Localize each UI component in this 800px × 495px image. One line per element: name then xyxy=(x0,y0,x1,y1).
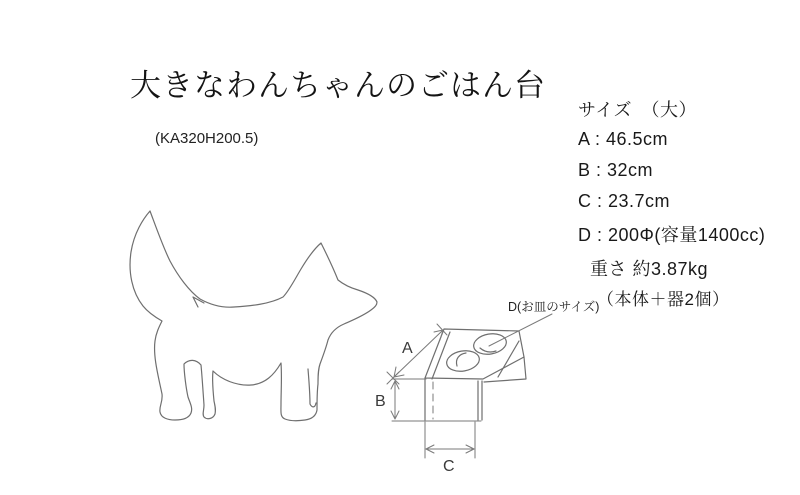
spec-weight: 重さ 約3.87kg xyxy=(590,259,709,279)
spec-dimension-b: B : 32cm xyxy=(578,160,654,180)
dog-outline xyxy=(130,211,377,421)
spec-dimension-d: D : 200Φ(容量1400cc) xyxy=(578,225,766,245)
dog-front-leg-inner-line xyxy=(308,369,316,407)
spec-included-items: （本体＋器2個） xyxy=(597,290,730,309)
bowl-hole-front xyxy=(445,348,481,373)
dimension-a-label: A xyxy=(402,340,413,357)
spec-dimension-c: C : 23.7cm xyxy=(578,191,671,211)
dimension-corner-cross xyxy=(387,372,399,384)
stand-top-edge-inner-line xyxy=(432,332,450,379)
bowl-hole-rear xyxy=(472,331,508,356)
page-title: 大きなわんちゃんのごはん台 xyxy=(130,68,546,103)
stand-top-surface xyxy=(425,329,524,379)
feeding-stand-sketch xyxy=(387,314,552,458)
spec-dimension-a: A : 46.5cm xyxy=(578,129,669,149)
dimension-b-arrow xyxy=(391,381,399,419)
dimension-c-label: C xyxy=(443,458,455,475)
bowl-size-label: D(お皿のサイズ) xyxy=(508,300,600,314)
dimension-b-label: B xyxy=(375,393,386,410)
dimension-c-arrow xyxy=(425,422,475,458)
specs-header: サイズ （大） xyxy=(578,100,698,120)
dog-sketch xyxy=(130,211,377,421)
model-code: (KA320H200.5) xyxy=(155,130,259,147)
stand-right-leg xyxy=(478,381,482,420)
